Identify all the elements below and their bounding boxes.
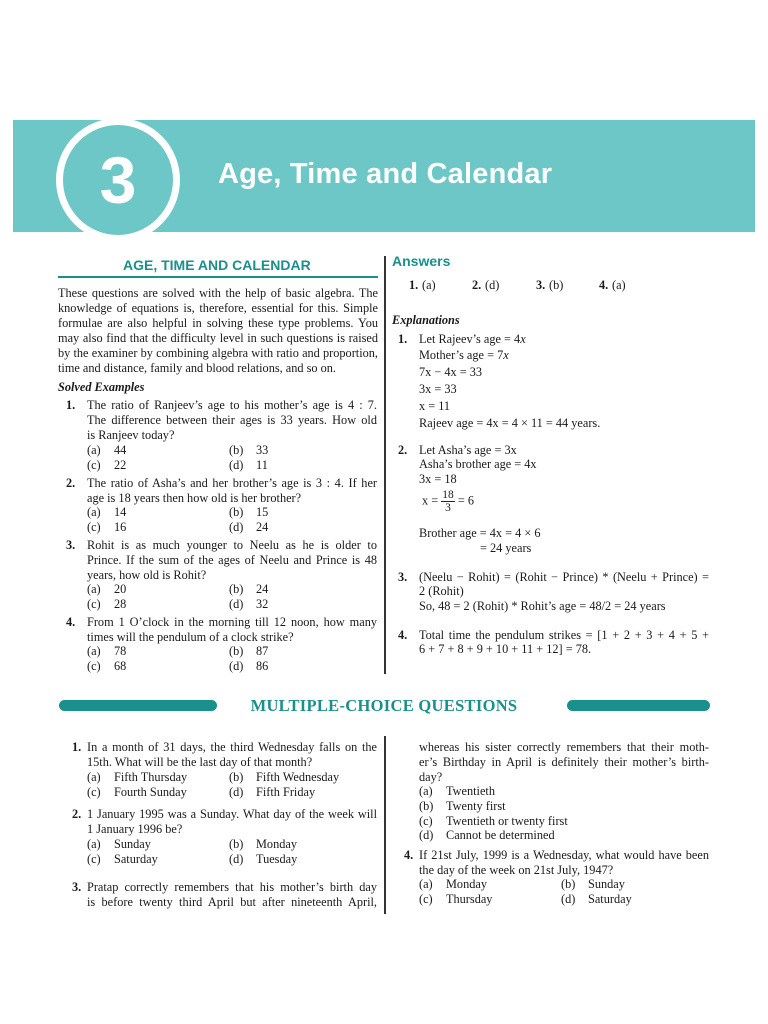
mcq-heading: MULTIPLE-CHOICE QUESTIONS	[250, 696, 518, 715]
option-label: (b)	[419, 799, 434, 813]
option-text: Sunday	[114, 837, 151, 851]
question-number: 1.	[72, 740, 82, 754]
example-text-line: times will the pendulum of a clock strike?	[87, 630, 294, 644]
answer-number: 3.	[536, 278, 546, 292]
option-text: 11	[256, 458, 268, 472]
option-text: 16	[114, 520, 127, 534]
question-text-line: In a month of 31 days, the third Wednesday falls on the	[87, 740, 377, 754]
fraction-equation	[422, 489, 474, 514]
option-text: Tuesday	[256, 852, 298, 866]
explanation-line: Mother’s age = 7x	[419, 348, 509, 362]
question-text-line: er’s Birthday in April is definitely their mother’s birth-	[419, 755, 709, 769]
solved-examples-heading: Solved Examples	[58, 380, 145, 394]
explanation-line: Let Asha’s age = 3x	[419, 443, 517, 457]
example-number: 4.	[66, 615, 76, 629]
option-text: Monday	[446, 877, 487, 891]
option-label: (c)	[87, 597, 101, 611]
question-text-line: the day of the week on 21st July, 1947?	[419, 863, 614, 877]
fraction-numerator: 18	[442, 489, 454, 501]
explanation-line: (Neelu − Rohit) = (Rohit − Prince) * (Neelu + Prince) =	[419, 570, 709, 584]
option-label: (b)	[229, 644, 244, 658]
question-text-line: 1 January 1995 was a Sunday. What day of the week will	[87, 807, 377, 821]
fraction	[441, 489, 455, 514]
chapter-title: Age, Time and Calendar	[218, 158, 553, 190]
option-label: (a)	[87, 837, 101, 851]
option-text: 78	[114, 644, 127, 658]
explanation-number: 4.	[398, 628, 408, 642]
option-text: Saturday	[114, 852, 158, 866]
option-text: Thursday	[446, 892, 493, 906]
option-text: 22	[114, 458, 127, 472]
option-label: (d)	[229, 520, 244, 534]
answer-number: 1.	[409, 278, 419, 292]
answer-value: (d)	[485, 278, 500, 292]
example-number: 3.	[66, 538, 76, 552]
question-number: 4.	[404, 848, 414, 862]
question-text-line: 1 January 1996 be?	[87, 822, 183, 836]
explanation-line: Rajeev age = 4x = 4 × 11 = 44 years.	[419, 416, 601, 430]
option-label: (c)	[419, 892, 433, 906]
option-text: 86	[256, 659, 269, 673]
option-label: (c)	[87, 659, 101, 673]
option-label: (c)	[87, 852, 101, 866]
option-text: Fifth Friday	[256, 785, 316, 799]
option-label: (b)	[229, 837, 244, 851]
option-label: (d)	[561, 892, 576, 906]
question-text-line: is before twenty third April but after nineteenth April,	[87, 895, 377, 909]
explanation-number: 1.	[398, 332, 408, 346]
option-label: (d)	[229, 852, 244, 866]
option-text: Twentieth	[446, 784, 495, 798]
answer-value: (a)	[612, 278, 626, 292]
option-text: 20	[114, 582, 127, 596]
option-label: (d)	[419, 828, 434, 842]
intro-line: time and distance, family and blood relations, and so on.	[58, 361, 336, 375]
option-text: 44	[114, 443, 127, 457]
option-text: Sunday	[588, 877, 625, 891]
option-label: (a)	[419, 784, 433, 798]
explanation-line: 2 (Rohit)	[419, 584, 464, 598]
question-text-line: whereas his sister correctly remembers that their moth-	[419, 740, 709, 754]
example-text-line: The difference between their ages is 33 years. How old	[87, 413, 377, 427]
explanation-line: x = 11	[419, 399, 451, 413]
option-text: Fifth Wednesday	[256, 770, 340, 784]
option-label: (b)	[229, 770, 244, 784]
question-text-line: 15th. What will be the last day of that month?	[87, 755, 313, 769]
explanation-line: So, 48 = 2 (Rohit) * Rohit’s age = 48/2 = 24 years	[419, 599, 666, 613]
option-text: Fourth Sunday	[114, 785, 187, 799]
explanation-line: Total time the pendulum strikes = [1 + 2 + 3 + 4 + 5 +	[419, 628, 709, 642]
option-label: (b)	[229, 582, 244, 596]
answers-heading: Answers	[392, 253, 451, 269]
explanations-heading: Explanations	[392, 313, 460, 327]
option-label: (d)	[229, 659, 244, 673]
answer-number: 4.	[599, 278, 609, 292]
explanation-line: Brother age = 4x = 4 × 6	[419, 526, 541, 540]
option-text: Twenty first	[446, 799, 506, 813]
example-text-line: age is 18 years then how old is her brother?	[87, 491, 302, 505]
option-label: (c)	[87, 458, 101, 472]
answer-number: 2.	[472, 278, 482, 292]
intro-line: knowledge of equations is, therefore, essential for this. Simple	[58, 301, 378, 315]
option-label: (a)	[87, 582, 101, 596]
option-label: (b)	[229, 443, 244, 457]
option-text: Fifth Thursday	[114, 770, 188, 784]
explanation-line: Let Rajeev’s age = 4x	[419, 332, 526, 346]
intro-line: These questions are solved with the help of basic algebra. The	[58, 286, 378, 300]
question-text-line: If 21st July, 1999 is a Wednesday, what would have been	[419, 848, 709, 862]
question-number: 3.	[72, 880, 82, 894]
fraction-denominator: 3	[445, 502, 451, 514]
example-number: 2.	[66, 476, 76, 490]
question-text-line: day?	[419, 770, 443, 784]
explanation-number: 2.	[398, 443, 408, 457]
chapter-number: 3	[99, 143, 137, 217]
example-text-line: Prince. If the sum of the ages of Neelu and Prince is 48	[87, 553, 377, 567]
explanation-line: = 24 years	[480, 541, 532, 555]
section-heading: AGE, TIME AND CALENDAR	[123, 257, 311, 273]
option-label: (c)	[87, 785, 101, 799]
example-number: 1.	[66, 398, 76, 412]
option-label: (a)	[87, 644, 101, 658]
intro-line: by the examiner by combining algebra with ratio and proportion,	[58, 346, 378, 360]
option-text: Saturday	[588, 892, 632, 906]
explanation-line: 7x − 4x = 33	[419, 365, 483, 379]
question-number: 2.	[72, 807, 82, 821]
option-label: (a)	[87, 770, 101, 784]
chapter-number-badge	[56, 118, 180, 242]
question-text-line: Pratap correctly remembers that his mother’s birth day	[87, 880, 377, 894]
explanation-line: Asha’s brother age = 4x	[419, 457, 537, 471]
option-text: Twentieth or twenty first	[446, 814, 568, 828]
option-text: 33	[256, 443, 269, 457]
explanation-line: 3x = 18	[419, 472, 457, 486]
example-text-line: The ratio of Asha’s and her brother’s age is 3 : 4. If her	[87, 476, 377, 490]
example-text-line: From 1 O’clock in the morning till 12 noon, how many	[87, 615, 377, 629]
example-text-line: Rohit is as much younger to Neelu as he is older to	[87, 538, 377, 552]
option-label: (d)	[229, 597, 244, 611]
option-label: (c)	[87, 520, 101, 534]
option-label: (b)	[561, 877, 576, 891]
answer-value: (b)	[549, 278, 564, 292]
intro-line: may also find that the difficulty level in such questions is raised	[58, 331, 378, 345]
option-label: (d)	[229, 458, 244, 472]
example-text-line: years, how old is Rohit?	[87, 568, 207, 582]
option-text: 87	[256, 644, 269, 658]
option-text: 68	[114, 659, 127, 673]
option-text: Cannot be determined	[446, 828, 555, 842]
option-label: (a)	[87, 505, 101, 519]
explanation-number: 3.	[398, 570, 408, 584]
option-text: 32	[256, 597, 269, 611]
answer-value: (a)	[422, 278, 436, 292]
option-text: Monday	[256, 837, 297, 851]
column-divider	[384, 256, 386, 674]
option-text: 24	[256, 582, 269, 596]
option-label: (a)	[419, 877, 433, 891]
column-divider	[384, 736, 386, 914]
option-label: (a)	[87, 443, 101, 457]
option-text: 14	[114, 505, 127, 519]
option-label: (c)	[419, 814, 433, 828]
option-text: 24	[256, 520, 269, 534]
intro-line: formulae are also helpful in solving these type problems. You	[58, 316, 378, 330]
example-text-line: is Ranjeev today?	[87, 428, 175, 442]
example-text-line: The ratio of Ranjeev’s age to his mother’s age is 4 : 7.	[87, 398, 377, 412]
explanation-line: 3x = 33	[419, 382, 457, 396]
option-label: (b)	[229, 505, 244, 519]
option-text: 15	[256, 505, 269, 519]
option-label: (d)	[229, 785, 244, 799]
equation-lhs: x =	[422, 493, 439, 508]
option-text: 28	[114, 597, 127, 611]
equation-result: = 6	[457, 493, 474, 508]
section-heading-rule	[58, 276, 378, 278]
explanation-line: 6 + 7 + 8 + 9 + 10 + 11 + 12] = 78.	[419, 642, 592, 656]
